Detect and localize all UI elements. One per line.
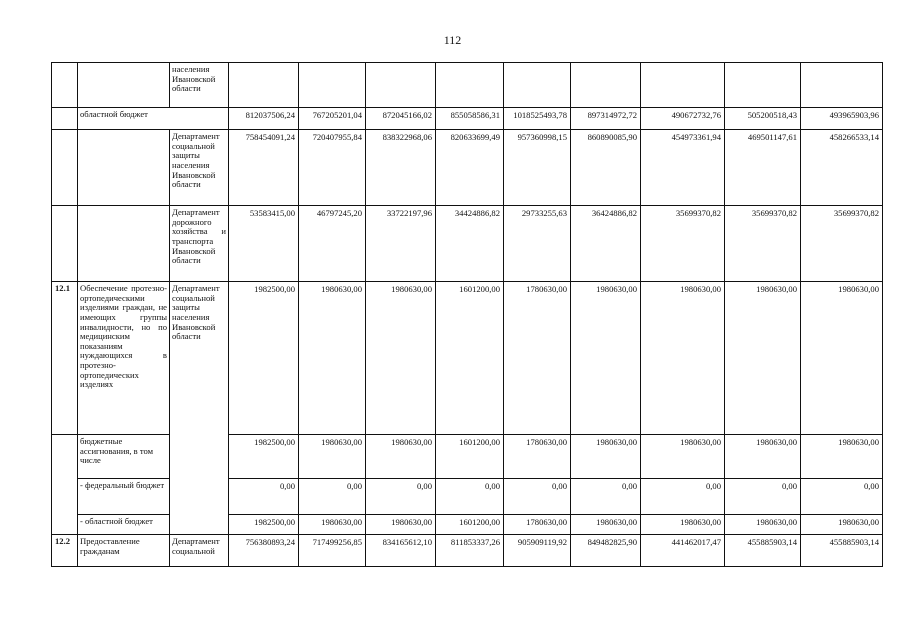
- value-cell: [299, 63, 366, 108]
- value-cell: 758454091,24: [229, 130, 299, 206]
- value-cell: 1980630,00: [641, 435, 725, 479]
- row-name-cell: [78, 63, 170, 108]
- table-row: [52, 108, 883, 130]
- value-cell: 1980630,00: [801, 515, 883, 535]
- value-cell: 441462017,47: [641, 535, 725, 567]
- row-name-cell: - областной бюджет: [78, 515, 170, 535]
- row-executor-cell: Департамент социальной защиты населения Ивановской области: [170, 282, 229, 535]
- row-executor-cell: Департамент социальной: [170, 535, 229, 567]
- value-cell: 1980630,00: [366, 515, 436, 535]
- value-cell: 1601200,00: [436, 435, 504, 479]
- value-cell: 454973361,94: [641, 130, 725, 206]
- page-number: 112: [443, 33, 462, 47]
- row-name-cell: областной бюджет: [78, 108, 229, 130]
- row-executor-cell: населения Ивановской области: [170, 63, 229, 108]
- budget-table: [51, 62, 883, 567]
- value-cell: 46797245,20: [299, 206, 366, 282]
- value-cell: 1980630,00: [641, 282, 725, 435]
- table-row: [52, 130, 883, 206]
- value-cell: 455885903,14: [725, 535, 801, 567]
- value-cell: 860890085,90: [571, 130, 641, 206]
- value-cell: 1980630,00: [725, 515, 801, 535]
- value-cell: 1982500,00: [229, 515, 299, 535]
- value-cell: 1780630,00: [504, 515, 571, 535]
- value-cell: 0,00: [801, 479, 883, 515]
- value-cell: 957360998,15: [504, 130, 571, 206]
- value-cell: 455885903,14: [801, 535, 883, 567]
- value-cell: [725, 63, 801, 108]
- value-cell: 0,00: [366, 479, 436, 515]
- value-cell: 1601200,00: [436, 515, 504, 535]
- row-executor-cell: Департамент дорожного хозяйства и транспорта Ивановской области: [170, 206, 229, 282]
- row-number-cell: [52, 206, 78, 282]
- value-cell: 0,00: [571, 479, 641, 515]
- value-cell: 1980630,00: [725, 435, 801, 479]
- value-cell: 849482825,90: [571, 535, 641, 567]
- value-cell: 767205201,04: [299, 108, 366, 130]
- table-row: [52, 63, 883, 108]
- value-cell: 1982500,00: [229, 435, 299, 479]
- value-cell: 0,00: [725, 479, 801, 515]
- row-number-cell: 12.1: [52, 282, 78, 435]
- value-cell: 35699370,82: [641, 206, 725, 282]
- value-cell: 1780630,00: [504, 435, 571, 479]
- value-cell: 35699370,82: [801, 206, 883, 282]
- value-cell: 905909119,92: [504, 535, 571, 567]
- value-cell: 717499256,85: [299, 535, 366, 567]
- value-cell: 1980630,00: [299, 435, 366, 479]
- value-cell: 834165612,10: [366, 535, 436, 567]
- value-cell: 1980630,00: [366, 435, 436, 479]
- row-name-cell: [78, 130, 170, 206]
- value-cell: [641, 63, 725, 108]
- value-cell: 897314972,72: [571, 108, 641, 130]
- value-cell: 469501147,61: [725, 130, 801, 206]
- value-cell: 1980630,00: [571, 435, 641, 479]
- value-cell: 855058586,31: [436, 108, 504, 130]
- value-cell: 1980630,00: [571, 515, 641, 535]
- value-cell: 1780630,00: [504, 282, 571, 435]
- row-name-cell: - федеральный бюджет: [78, 479, 170, 515]
- value-cell: [504, 63, 571, 108]
- value-cell: 29733255,63: [504, 206, 571, 282]
- value-cell: 872045166,02: [366, 108, 436, 130]
- value-cell: 53583415,00: [229, 206, 299, 282]
- value-cell: 0,00: [436, 479, 504, 515]
- value-cell: [436, 63, 504, 108]
- value-cell: 1980630,00: [801, 282, 883, 435]
- value-cell: 493965903,96: [801, 108, 883, 130]
- row-name-cell: Предоставление гражданам: [78, 535, 170, 567]
- row-executor-cell: Департамент социальной защиты населения Ивановской области: [170, 130, 229, 206]
- table-row: [52, 206, 883, 282]
- value-cell: 0,00: [641, 479, 725, 515]
- value-cell: [366, 63, 436, 108]
- value-cell: [571, 63, 641, 108]
- value-cell: 1018525493,78: [504, 108, 571, 130]
- row-number-cell: [52, 108, 78, 130]
- value-cell: 838322968,06: [366, 130, 436, 206]
- value-cell: 1980630,00: [299, 282, 366, 435]
- value-cell: 458266533,14: [801, 130, 883, 206]
- row-number-cell: 12.2: [52, 535, 78, 567]
- value-cell: [801, 63, 883, 108]
- value-cell: 720407955,84: [299, 130, 366, 206]
- value-cell: 1982500,00: [229, 282, 299, 435]
- value-cell: 1980630,00: [571, 282, 641, 435]
- value-cell: 756380893,24: [229, 535, 299, 567]
- value-cell: 820633699,49: [436, 130, 504, 206]
- value-cell: 1980630,00: [366, 282, 436, 435]
- row-name-cell: [78, 206, 170, 282]
- table-row: [52, 535, 883, 567]
- value-cell: 490672732,76: [641, 108, 725, 130]
- value-cell: 36424886,82: [571, 206, 641, 282]
- value-cell: 1980630,00: [725, 282, 801, 435]
- value-cell: [229, 63, 299, 108]
- value-cell: 1980630,00: [299, 515, 366, 535]
- value-cell: 35699370,82: [725, 206, 801, 282]
- row-name-cell: Обеспечение протезно-ортопедическими изделиями граждан, не имеющих группы инвалидности, но по медицинским показаниям нуждающихся в протезно-ортопедических изделиях: [78, 282, 170, 435]
- row-number-cell: [52, 435, 78, 535]
- value-cell: 34424886,82: [436, 206, 504, 282]
- value-cell: 812037506,24: [229, 108, 299, 130]
- value-cell: 0,00: [299, 479, 366, 515]
- row-number-cell: [52, 63, 78, 108]
- value-cell: 1980630,00: [801, 435, 883, 479]
- value-cell: 811853337,26: [436, 535, 504, 567]
- value-cell: 33722197,96: [366, 206, 436, 282]
- value-cell: 1980630,00: [641, 515, 725, 535]
- table-row: [52, 282, 883, 435]
- value-cell: 1601200,00: [436, 282, 504, 435]
- value-cell: 0,00: [504, 479, 571, 515]
- value-cell: 505200518,43: [725, 108, 801, 130]
- value-cell: 0,00: [229, 479, 299, 515]
- row-number-cell: [52, 130, 78, 206]
- row-name-cell: бюджетные ассигнования, в том числе: [78, 435, 170, 479]
